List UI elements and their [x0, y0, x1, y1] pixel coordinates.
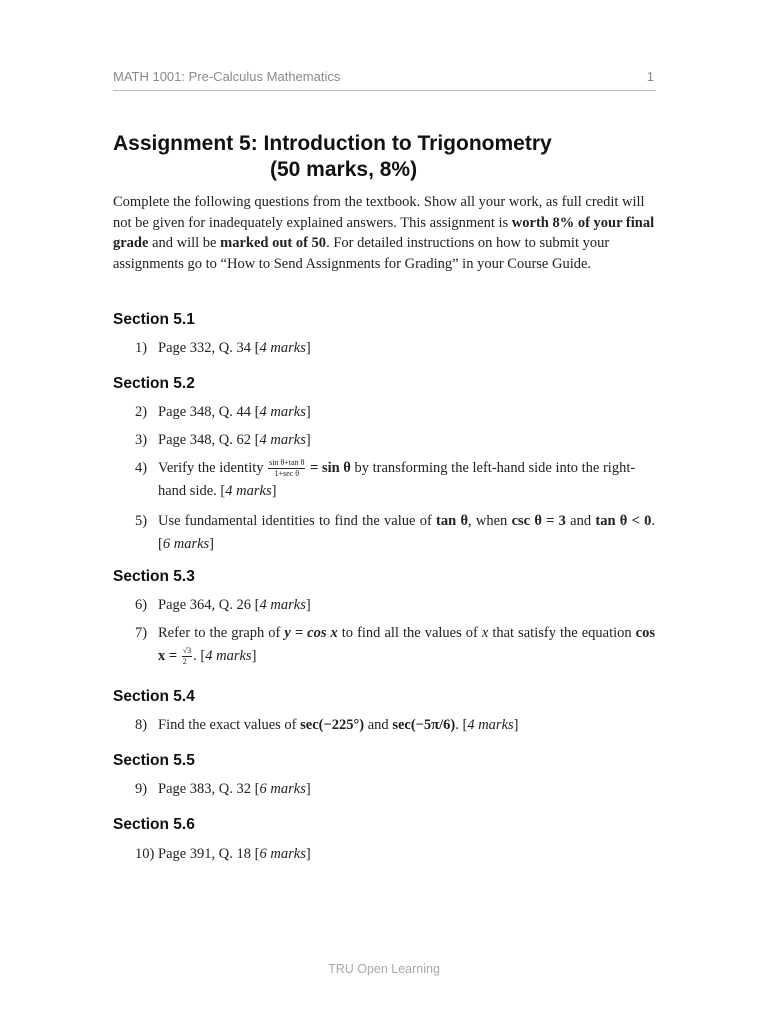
question-5: 5) Use fundamental identities to find the value of tan θ, when csc θ = 3 and tan θ < 0. [6 marks]: [135, 510, 655, 533]
fraction-numerator: sin θ+tan θ: [269, 458, 305, 468]
question-text: Page 391, Q. 18: [158, 846, 255, 862]
title-line-1: Assignment 5: Introduction to Trigonometry: [113, 132, 552, 155]
sqrt3-over-2-fraction: [182, 646, 192, 667]
question-text: Page 364, Q. 26: [158, 597, 255, 613]
question-text: Find the exact values of: [158, 717, 301, 733]
question-marks: 4 marks: [259, 340, 306, 356]
page-footer: TRU Open Learning: [328, 962, 440, 976]
identity-rhs: = sin θ: [306, 460, 351, 476]
question-number: 5): [135, 513, 148, 529]
question-marks: 4 marks: [205, 648, 252, 664]
question-marks: 4 marks: [467, 717, 514, 733]
section-heading-5-1: Section 5.1: [113, 311, 195, 328]
question-text: Use fundamental identities to find the value of: [158, 513, 437, 529]
question-number: 8): [135, 717, 148, 733]
question-number: 10): [135, 846, 155, 862]
question-marks: 4 marks: [259, 597, 306, 613]
intro-text-1: Complete the following questions from the textbook. Show all your work, as full credit will not be given for inadequately explained answers. This assignment is: [113, 194, 645, 231]
sec-expression-2: sec(−5π/6): [392, 717, 456, 733]
question-text: Page 348, Q. 44: [158, 404, 255, 420]
section-heading-5-5: Section 5.5: [113, 752, 195, 769]
question-10: 10) Page 391, Q. 18 [6 marks]: [135, 843, 655, 866]
question-marks: 6 marks: [162, 536, 210, 552]
question-text: Refer to the graph of: [158, 625, 285, 641]
question-marks: 6 marks: [259, 781, 306, 797]
question-3: 3) Page 348, Q. 62 [4 marks]: [135, 429, 655, 452]
fraction-denominator: 2: [182, 657, 187, 667]
fraction-numerator: √3: [182, 646, 192, 656]
question-6: 6) Page 364, Q. 26 [4 marks]: [135, 594, 655, 617]
question-text-and: and: [565, 513, 596, 529]
question-text: Page 348, Q. 62: [158, 432, 255, 448]
sec-expression-1: sec(−225°): [300, 717, 365, 733]
intro-text-3: . For detailed instructions on how to submit your assignments go to “How to Send Assignments for Grading” in your Course Guide.: [113, 235, 610, 272]
question-text: Verify the identity: [158, 460, 268, 476]
question-text: Page 332, Q. 34: [158, 340, 255, 356]
section-heading-5-3: Section 5.3: [113, 568, 195, 585]
question-text-cont: , when: [468, 513, 512, 529]
cos-function: y = cos x: [284, 625, 338, 641]
question-text-cont2: that satisfy the equation: [488, 625, 636, 641]
question-text-cont: to find all the values of: [337, 625, 482, 641]
tan-condition: tan θ < 0: [595, 513, 652, 529]
question-text: Page 383, Q. 32: [158, 781, 255, 797]
question-text-end: .: [193, 648, 201, 664]
question-marks: 4 marks: [259, 404, 306, 420]
variable-x: x: [481, 625, 489, 641]
tan-theta: tan θ: [436, 513, 469, 529]
question-7: 7) Refer to the graph of y = cos x to find all the values of x that satisfy the equation cos x = $\frac{√3}{2}$ . [4 marks]: [135, 622, 655, 645]
page-header: [113, 66, 656, 91]
intro-bold-marks: marked out of 50: [220, 235, 327, 251]
question-8: 8) Find the exact values of sec(−225°) and sec(−5π/6). [4 marks]: [135, 714, 655, 737]
title-line-2: (50 marks, 8%): [270, 158, 418, 181]
question-number: 3): [135, 432, 148, 448]
question-number: 6): [135, 597, 148, 613]
question-marks: 4 marks: [225, 483, 272, 499]
identity-fraction: [268, 458, 305, 479]
question-number: 7): [135, 625, 148, 641]
assignment-title: [113, 131, 673, 183]
intro-text-2: and will be: [148, 235, 221, 251]
course-name: MATH 1001: Pre-Calculus Mathematics: [113, 69, 341, 84]
question-text-cont: by transforming the left-hand side into the right-hand side.: [158, 460, 636, 499]
question-text-end: .: [455, 717, 463, 733]
section-heading-5-6: Section 5.6: [113, 816, 195, 833]
question-number: 9): [135, 781, 148, 797]
intro-bold-grade: worth 8% of your final grade: [113, 214, 655, 251]
question-4: 4) Verify the identity $\frac{\text{sin θ+tan θ}}{\text{1+sec θ}}$ = sin θ by transforming the left-hand side into the right-hand side. [4 marks]: [135, 458, 636, 499]
question-text-and: and: [364, 717, 393, 733]
csc-condition: csc θ = 3: [511, 513, 566, 529]
section-heading-5-4: Section 5.4: [113, 688, 195, 705]
question-1: 1) Page 332, Q. 34 [4 marks]: [135, 337, 655, 360]
fraction-denominator: 1+sec θ: [274, 469, 300, 479]
question-marks: 6 marks: [259, 846, 306, 862]
section-heading-5-2: Section 5.2: [113, 375, 195, 392]
question-2: 2) Page 348, Q. 44 [4 marks]: [135, 401, 655, 424]
intro-paragraph: [113, 192, 658, 274]
question-number: 2): [135, 404, 148, 420]
question-number: 4): [135, 460, 148, 476]
question-9: 9) Page 383, Q. 32 [6 marks]: [135, 778, 655, 801]
page-number: 1: [646, 69, 654, 84]
question-text-end: .: [651, 513, 655, 529]
question-marks: 4 marks: [259, 432, 306, 448]
question-number: 1): [135, 340, 148, 356]
cos-equation: cos x =: [158, 625, 656, 664]
